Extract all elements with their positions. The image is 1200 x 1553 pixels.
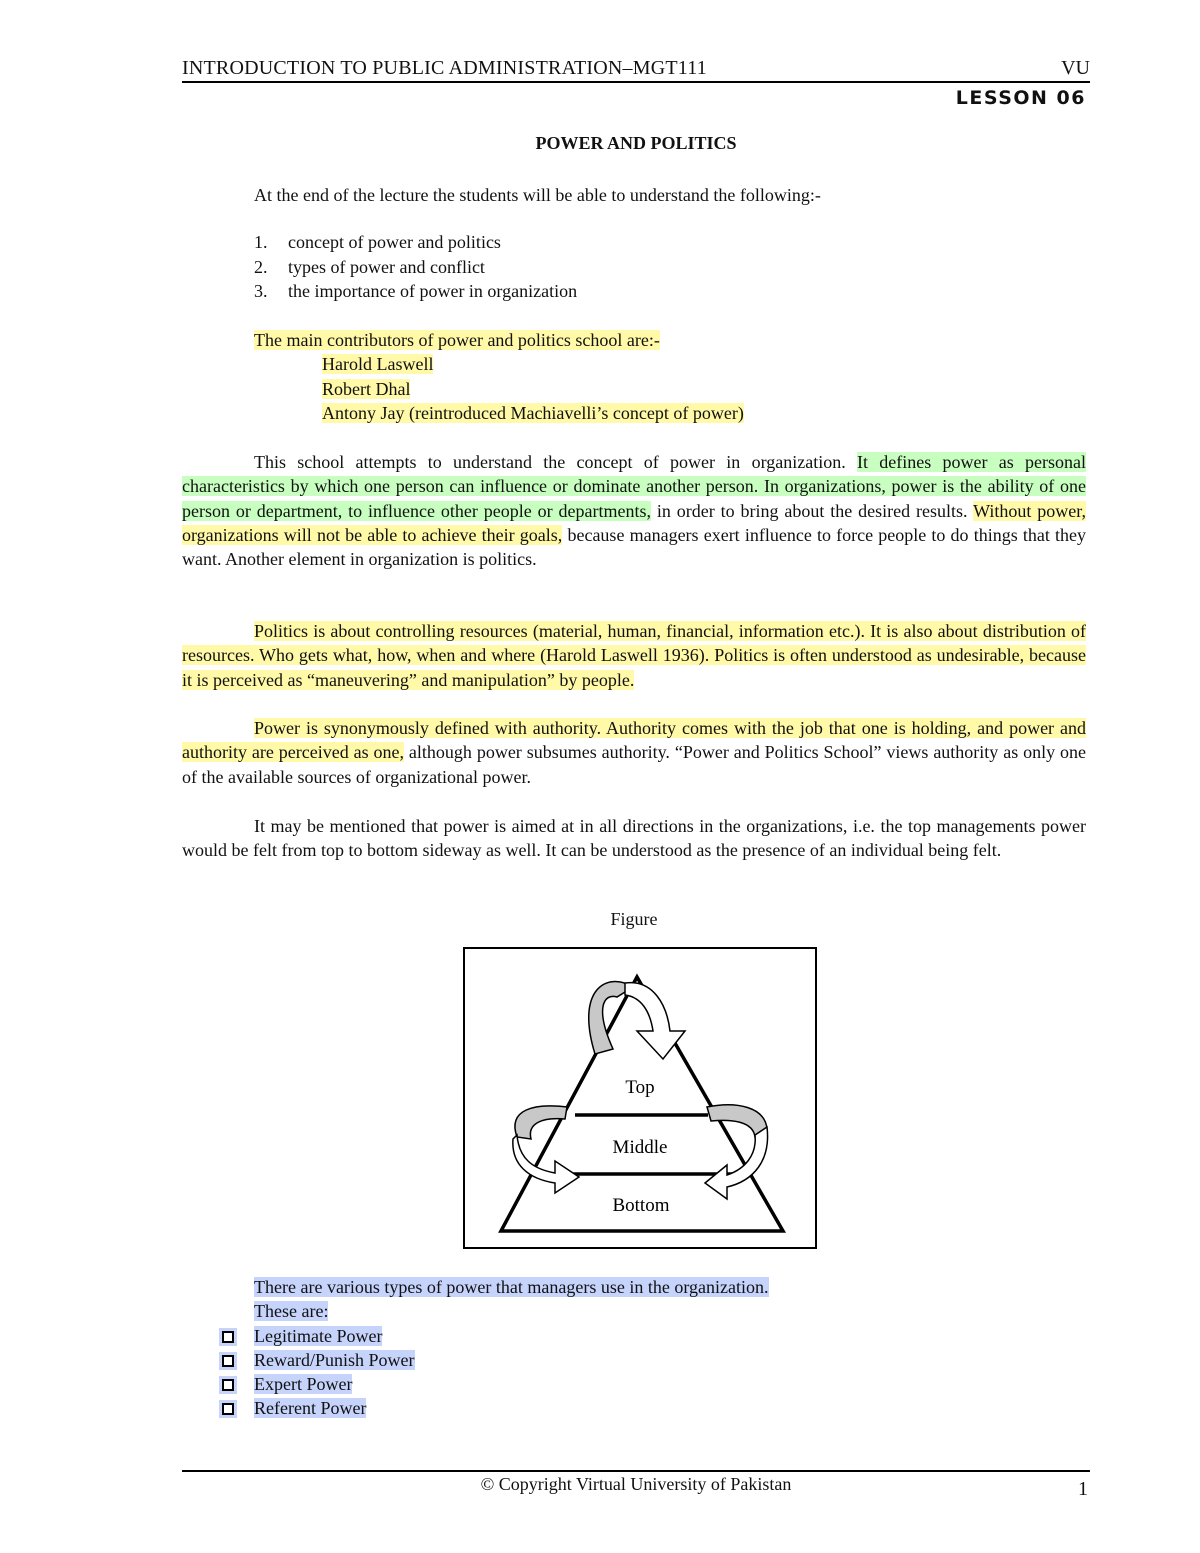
power-types-list <box>182 1324 1086 1421</box>
paragraph-power-definition <box>182 450 1086 571</box>
contributors-heading: The main contributors of power and politics school are:- <box>254 330 660 350</box>
copyright-notice: © Copyright Virtual University of Pakistan <box>480 1474 792 1494</box>
list-item <box>182 1396 1086 1420</box>
level-label-top: Top <box>625 1077 655 1098</box>
list-item <box>182 279 1086 303</box>
contributor-name: Antony Jay (reintroduced Machiavelli’s concept of power) <box>322 402 744 423</box>
page-title: POWER AND POLITICS <box>535 133 737 153</box>
level-label-bottom: Bottom <box>612 1195 670 1216</box>
figure-caption: Figure <box>610 909 658 929</box>
list-text: Legitimate Power <box>254 1325 383 1346</box>
list-item <box>182 1372 1086 1396</box>
types-lead: These are: <box>254 1301 329 1322</box>
triangle-outline <box>501 977 783 1231</box>
checkbox-bullet-icon <box>222 1379 234 1391</box>
list-item <box>182 1348 1086 1372</box>
checkbox-bullet-icon <box>222 1355 234 1367</box>
text-span: although power subsumes authority. “Power and Politics School” views authority as only one of the available sources of organizational power. <box>182 742 1086 787</box>
checkbox-bullet-icon <box>222 1403 234 1415</box>
contributor-name: Robert Dhal <box>322 378 411 399</box>
list-item <box>182 230 1086 254</box>
text-span: in order to bring about the desired results. <box>656 500 968 521</box>
contributors-section <box>182 328 1086 425</box>
highlight-green: It defines power as personal characteristics by which one person can influence or dominate another person. In organizations, power is the ability of one person or department, to influence other people or departments, <box>182 452 1086 521</box>
power-triangle-diagram <box>465 949 815 1247</box>
course-title: INTRODUCTION TO PUBLIC ADMINISTRATION–MGT111 <box>182 57 707 79</box>
types-intro: There are various types of power that managers use in the organization. <box>254 1277 769 1297</box>
list-item <box>182 1324 1086 1348</box>
highlight-yellow: Politics is about controlling resources (material, human, financial, information etc.). It is also about distribution of resources. Who gets what, how, when and where (Harold Laswell 1936). Politics is often understood as undesirable, because it is perceived as “maneuvering” and manipulation” by people. <box>182 621 1086 690</box>
paragraph-directions <box>182 814 1086 863</box>
list-text: Referent Power <box>254 1398 367 1419</box>
figure-box <box>463 947 817 1249</box>
objectives-list <box>182 230 1086 303</box>
list-text: types of power and conflict <box>288 256 485 277</box>
highlight-yellow: Without power, organizations will not be able to achieve their goals, <box>182 500 1086 545</box>
list-number: 2. <box>254 256 268 277</box>
paragraph-text: It may be mentioned that power is aimed at in all directions in the organizations, i.e. the top managements power would be felt from top to bottom sideway as well. It can be understood as the presence of an individual being felt. <box>182 816 1086 861</box>
paragraph-politics <box>182 619 1086 692</box>
highlight-yellow: Power is synonymously defined with authority. Authority comes with the job that one is holding, and power and authority are perceived as one, <box>182 718 1086 763</box>
list-text: Expert Power <box>254 1374 353 1395</box>
list-text: Reward/Punish Power <box>254 1349 415 1370</box>
checkbox-bullet-icon <box>222 1331 234 1343</box>
list-number: 1. <box>254 232 268 253</box>
paragraph-authority <box>182 716 1086 789</box>
power-types-section <box>182 1275 1086 1421</box>
text-span: because managers exert influence to force people to do things that they want. Another element in organization is politics. <box>182 524 1086 570</box>
level-label-middle: Middle <box>612 1137 668 1158</box>
university-abbrev: VU <box>1061 57 1090 79</box>
list-text: concept of power and politics <box>288 232 501 253</box>
page-number: 1 <box>1078 1478 1088 1500</box>
list-item <box>182 255 1086 279</box>
header-rule <box>182 81 1090 83</box>
text-span: This school attempts to understand the concept of power in organization. <box>254 452 846 472</box>
footer-rule <box>182 1470 1090 1472</box>
contributor-name: Harold Laswell <box>322 354 434 375</box>
intro-text: At the end of the lecture the students will be able to understand the following:- <box>254 185 821 205</box>
objectives-section <box>182 183 1086 303</box>
list-number: 3. <box>254 280 268 301</box>
lesson-number: LESSON 06 <box>955 87 1086 109</box>
list-text: the importance of power in organization <box>288 280 578 301</box>
